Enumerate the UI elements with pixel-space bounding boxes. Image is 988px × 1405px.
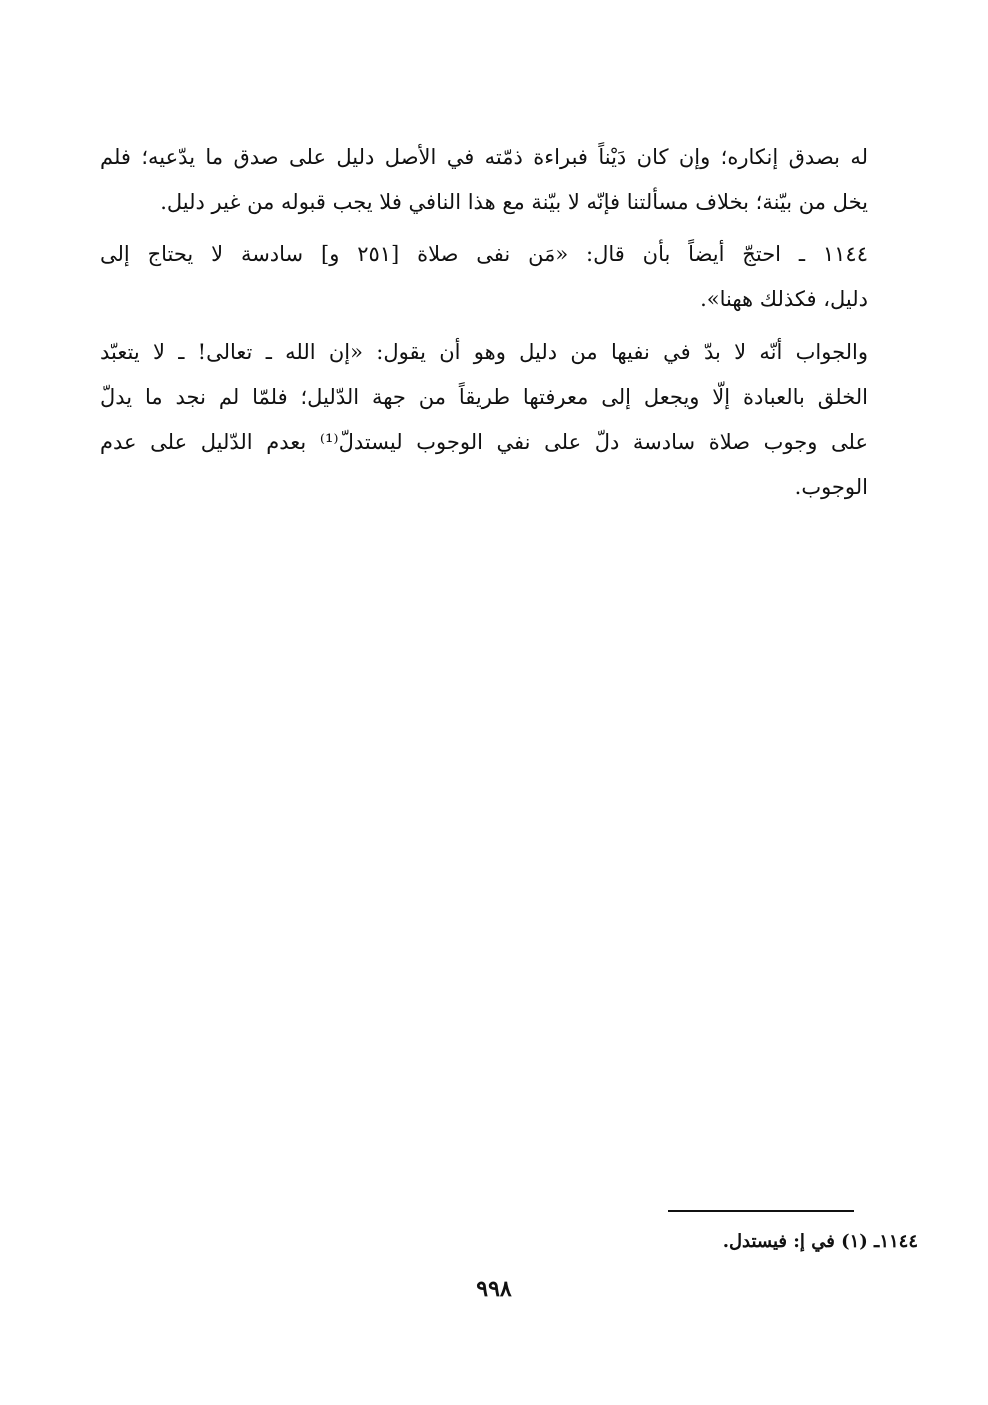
footnote-divider bbox=[668, 1210, 854, 1212]
text-line: له بصدق إنكاره؛ وإن كان دَيْناً فبراءة ذمّته في الأصل دليل على صدق ما يدّعيه؛ فلم bbox=[100, 145, 868, 169]
page-number: ٩٩٨ bbox=[476, 1276, 512, 1302]
text-line: دليل، فكذلك ههنا». bbox=[700, 287, 868, 311]
text-line: يخل من بيّنة؛ بخلاف مسألتنا فإنّه لا بيّنة مع هذا النافي فلا يجب قبوله من غير دليل. bbox=[160, 190, 868, 214]
footnote: ١١٤٤ـ (١) في إ: فيستدل. bbox=[722, 1231, 918, 1252]
paragraph-2 bbox=[100, 232, 868, 322]
text-line: والجواب أنّه لا بدّ في نفيها من دليل وهو أن يقول: «إن الله ـ تعالى! ـ لا يتعبّد bbox=[100, 340, 868, 364]
paragraph-1 bbox=[100, 135, 868, 225]
text-line: ١١٤٤ ـ احتجّ أيضاً بأن قال: «مَن نفى صلاة [٢٥١ و] سادسة لا يحتاج إلى bbox=[100, 242, 868, 266]
paragraph-3 bbox=[100, 330, 868, 510]
text-line: الوجوب. bbox=[794, 475, 868, 499]
text-line: على وجوب صلاة سادسة دلّ على نفي الوجوب ليستدلّ⁽¹⁾ بعدم الدّليل على عدم bbox=[100, 430, 869, 454]
text-line: الخلق بالعبادة إلّا ويجعل إلى معرفتها طريقاً من جهة الدّليل؛ فلمّا لم نجد ما يدلّ bbox=[100, 385, 868, 409]
